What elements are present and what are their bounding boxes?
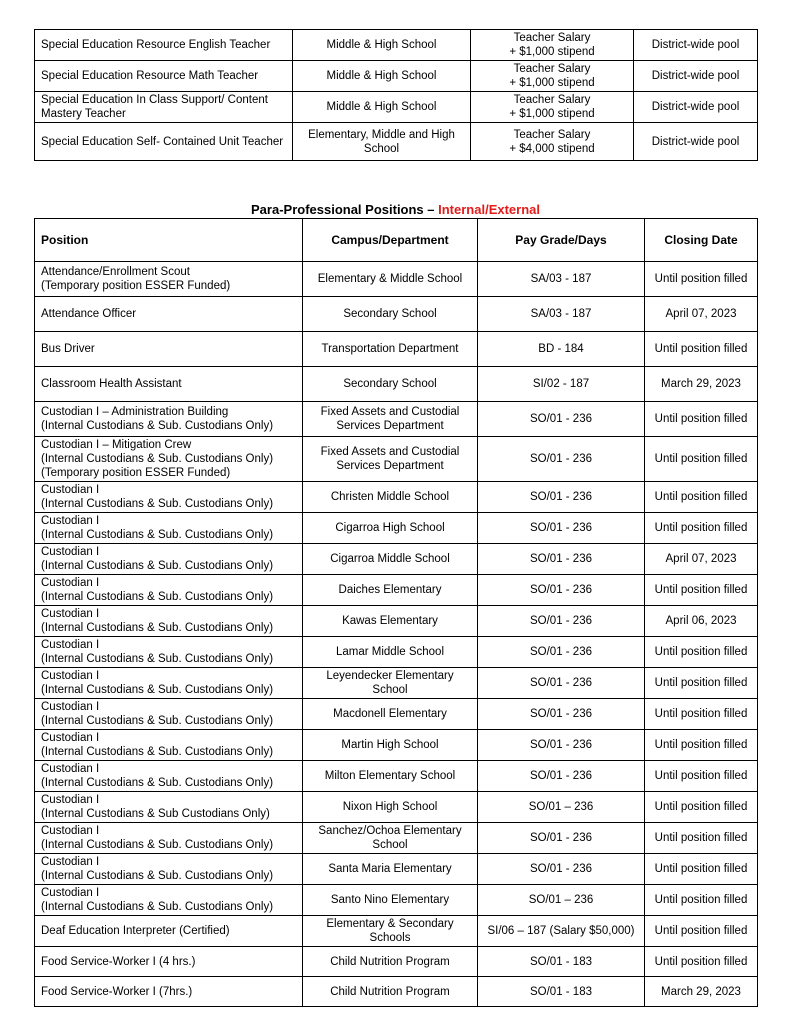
pay-cell-line: + $4,000 stipend <box>509 142 595 155</box>
campus-cell: Elementary & Secondary Schools <box>303 916 478 947</box>
closing-cell: Until position filled <box>645 437 758 482</box>
campus-cell: Elementary, Middle and High School <box>293 123 471 161</box>
position-cell: Special Education Self- Contained Unit Teacher <box>35 123 293 161</box>
campus-cell: Milton Elementary School <box>303 761 478 792</box>
position-cell <box>35 513 303 544</box>
position-cell <box>35 297 303 332</box>
position-cell-line: (Internal Custodians & Sub. Custodians Only) <box>41 453 274 465</box>
header-campus: Campus/Department <box>303 219 478 262</box>
campus-cell: Santo Nino Elementary <box>303 885 478 916</box>
closing-cell: Until position filled <box>645 668 758 699</box>
position-cell <box>35 761 303 792</box>
position-cell-line: Custodian I <box>41 701 100 713</box>
table-row <box>35 262 758 297</box>
position-cell <box>35 575 303 606</box>
closing-cell: Until position filled <box>645 823 758 854</box>
campus-cell: Cigarroa Middle School <box>303 544 478 575</box>
closing-cell: Until position filled <box>645 482 758 513</box>
campus-cell: Middle & High School <box>293 92 471 123</box>
position-cell <box>35 437 303 482</box>
position-cell-line: (Internal Custodians & Sub. Custodians Only) <box>41 591 274 603</box>
campus-cell: Martin High School <box>303 730 478 761</box>
campus-cell: Secondary School <box>303 367 478 402</box>
pay-cell: SO/01 - 236 <box>478 854 645 885</box>
closing-cell: Until position filled <box>645 402 758 437</box>
table-row <box>35 575 758 606</box>
table-row <box>35 854 758 885</box>
position-cell-line: Custodian I <box>41 732 100 744</box>
pay-cell: SO/01 - 236 <box>478 761 645 792</box>
pay-cell: SO/01 - 236 <box>478 482 645 513</box>
position-cell-line: Custodian I <box>41 546 100 558</box>
position-cell <box>35 699 303 730</box>
header-pay-grade: Pay Grade/Days <box>478 219 645 262</box>
para-professional-table <box>34 218 758 1007</box>
closing-cell: April 06, 2023 <box>645 606 758 637</box>
table-row <box>35 947 758 977</box>
pay-cell <box>471 61 634 92</box>
position-cell-line: Deaf Education Interpreter (Certified) <box>41 925 230 937</box>
position-cell <box>35 668 303 699</box>
pay-cell-line: Teacher Salary <box>513 63 591 75</box>
pay-cell: SA/03 - 187 <box>478 262 645 297</box>
position-cell <box>35 402 303 437</box>
pay-cell <box>471 123 634 161</box>
pay-cell-line: Teacher Salary <box>513 128 591 141</box>
position-cell-line: Custodian I <box>41 763 100 775</box>
closing-cell: District-wide pool <box>634 92 758 123</box>
position-cell <box>35 730 303 761</box>
position-cell-line: (Temporary position ESSER Funded) <box>41 467 231 479</box>
table-row <box>35 297 758 332</box>
position-cell <box>35 792 303 823</box>
closing-cell: District-wide pool <box>634 30 758 61</box>
closing-cell: Until position filled <box>645 761 758 792</box>
position-cell-line: Custodian I <box>41 825 100 837</box>
position-cell <box>35 332 303 367</box>
closing-cell: Until position filled <box>645 792 758 823</box>
table-row <box>35 123 758 161</box>
table-row <box>35 823 758 854</box>
position-cell-line: Custodian I <box>41 856 100 868</box>
pay-cell: SO/01 – 236 <box>478 885 645 916</box>
position-cell <box>35 482 303 513</box>
position-cell <box>35 854 303 885</box>
closing-cell: March 29, 2023 <box>645 367 758 402</box>
campus-cell: Middle & High School <box>293 61 471 92</box>
position-cell: Special Education In Class Support/ Content Mastery Teacher <box>35 92 293 123</box>
position-cell-line: Custodian I <box>41 794 100 806</box>
pay-cell: SO/01 - 236 <box>478 637 645 668</box>
pay-cell-line: Teacher Salary <box>513 94 591 106</box>
closing-cell: Until position filled <box>645 916 758 947</box>
position-cell-line: Attendance/Enrollment Scout <box>41 266 190 278</box>
closing-cell: District-wide pool <box>634 123 758 161</box>
position-cell: Special Education Resource Math Teacher <box>35 61 293 92</box>
pay-cell: SO/01 - 236 <box>478 513 645 544</box>
table-row <box>35 730 758 761</box>
closing-cell: Until position filled <box>645 513 758 544</box>
pay-cell <box>471 30 634 61</box>
table-row <box>35 916 758 947</box>
pay-cell: SA/03 - 187 <box>478 297 645 332</box>
position-cell-line: (Internal Custodians & Sub. Custodians Only) <box>41 529 274 541</box>
campus-cell: Nixon High School <box>303 792 478 823</box>
position-cell-line: Custodian I – Mitigation Crew <box>41 439 192 451</box>
pay-cell: SO/01 – 236 <box>478 792 645 823</box>
campus-cell: Fixed Assets and Custodial Services Department <box>303 437 478 482</box>
position-cell-line: Custodian I <box>41 608 100 620</box>
pay-cell: SO/01 - 236 <box>478 699 645 730</box>
position-cell-line: Custodian I <box>41 887 100 899</box>
table-row <box>35 544 758 575</box>
table-row <box>35 792 758 823</box>
table-row <box>35 367 758 402</box>
position-cell-line: (Internal Custodians & Sub. Custodians Only) <box>41 839 274 851</box>
table-row <box>35 761 758 792</box>
campus-cell: Child Nutrition Program <box>303 947 478 977</box>
position-cell-line: (Internal Custodians & Sub. Custodians Only) <box>41 777 274 789</box>
campus-cell: Daiches Elementary <box>303 575 478 606</box>
closing-cell: Until position filled <box>645 854 758 885</box>
campus-cell: Secondary School <box>303 297 478 332</box>
top-positions-table <box>34 29 758 161</box>
position-cell-line: (Internal Custodians & Sub. Custodians Only) <box>41 870 274 882</box>
position-cell <box>35 916 303 947</box>
closing-cell: Until position filled <box>645 332 758 367</box>
campus-cell: Transportation Department <box>303 332 478 367</box>
section-title-prefix: Para-Professional Positions – <box>251 202 439 217</box>
pay-cell: BD - 184 <box>478 332 645 367</box>
position-cell <box>35 977 303 1007</box>
campus-cell: Fixed Assets and Custodial Services Department <box>303 402 478 437</box>
pay-cell: SO/01 - 236 <box>478 606 645 637</box>
section-title <box>34 202 757 217</box>
position-cell <box>35 544 303 575</box>
position-cell <box>35 947 303 977</box>
closing-cell: Until position filled <box>645 885 758 916</box>
position-cell <box>35 367 303 402</box>
position-cell <box>35 823 303 854</box>
header-row <box>35 219 758 262</box>
campus-cell: Middle & High School <box>293 30 471 61</box>
campus-cell: Leyendecker Elementary School <box>303 668 478 699</box>
position-cell <box>35 637 303 668</box>
position-cell-line: Custodian I <box>41 577 100 589</box>
pay-cell: SI/06 – 187 (Salary $50,000) <box>478 916 645 947</box>
position-cell-line: (Internal Custodians & Sub Custodians Only) <box>41 808 270 820</box>
position-cell-line: Custodian I <box>41 515 100 527</box>
position-cell-line: Custodian I <box>41 484 100 496</box>
table-row <box>35 402 758 437</box>
closing-cell: District-wide pool <box>634 61 758 92</box>
position-cell-line: Custodian I <box>41 670 100 682</box>
position-cell-line: (Internal Custodians & Sub. Custodians Only) <box>41 653 274 665</box>
closing-cell: Until position filled <box>645 575 758 606</box>
closing-cell: April 07, 2023 <box>645 297 758 332</box>
position-cell-line: Classroom Health Assistant <box>41 378 182 390</box>
header-position: Position <box>35 219 303 262</box>
position-cell-line: (Internal Custodians & Sub. Custodians Only) <box>41 684 274 696</box>
pay-cell: SO/01 - 236 <box>478 402 645 437</box>
table-row <box>35 61 758 92</box>
position-cell <box>35 885 303 916</box>
table-row <box>35 30 758 61</box>
table-row <box>35 668 758 699</box>
position-cell-line: Bus Driver <box>41 343 95 355</box>
pay-cell <box>471 92 634 123</box>
closing-cell: March 29, 2023 <box>645 977 758 1007</box>
position-cell-line: (Internal Custodians & Sub. Custodians Only) <box>41 498 274 510</box>
table-row <box>35 699 758 730</box>
pay-cell: SO/01 - 236 <box>478 823 645 854</box>
campus-cell: Cigarroa High School <box>303 513 478 544</box>
campus-cell: Santa Maria Elementary <box>303 854 478 885</box>
table-row <box>35 885 758 916</box>
position-cell-line: (Internal Custodians & Sub. Custodians Only) <box>41 560 274 572</box>
table-row <box>35 482 758 513</box>
campus-cell: Child Nutrition Program <box>303 977 478 1007</box>
position-cell-line: (Internal Custodians & Sub. Custodians Only) <box>41 622 274 634</box>
section-title-highlight: Internal/External <box>438 202 540 217</box>
closing-cell: April 07, 2023 <box>645 544 758 575</box>
closing-cell: Until position filled <box>645 262 758 297</box>
pay-cell: SO/01 - 236 <box>478 730 645 761</box>
pay-cell: SO/01 - 183 <box>478 977 645 1007</box>
campus-cell: Christen Middle School <box>303 482 478 513</box>
closing-cell: Until position filled <box>645 699 758 730</box>
pay-cell-line: Teacher Salary <box>513 32 591 44</box>
table-row <box>35 332 758 367</box>
table-row <box>35 637 758 668</box>
position-cell: Special Education Resource English Teacher <box>35 30 293 61</box>
pay-cell-line: + $1,000 stipend <box>509 46 595 58</box>
position-cell-line: (Internal Custodians & Sub. Custodians Only) <box>41 420 274 432</box>
pay-cell: SO/01 - 236 <box>478 437 645 482</box>
position-cell-line: Food Service-Worker I (4 hrs.) <box>41 955 196 968</box>
pay-cell: SO/01 - 183 <box>478 947 645 977</box>
pay-cell-line: + $1,000 stipend <box>509 77 595 89</box>
campus-cell: Macdonell Elementary <box>303 699 478 730</box>
campus-cell: Kawas Elementary <box>303 606 478 637</box>
header-closing-date: Closing Date <box>645 219 758 262</box>
position-cell <box>35 262 303 297</box>
pay-cell: SO/01 - 236 <box>478 575 645 606</box>
table-row <box>35 437 758 482</box>
closing-cell: Until position filled <box>645 947 758 977</box>
position-cell-line: Attendance Officer <box>41 308 137 320</box>
position-cell-line: (Internal Custodians & Sub. Custodians Only) <box>41 901 274 913</box>
pay-cell-line: + $1,000 stipend <box>509 108 595 120</box>
campus-cell: Elementary & Middle School <box>303 262 478 297</box>
position-cell-line: (Temporary position ESSER Funded) <box>41 280 231 292</box>
pay-cell: SO/01 - 236 <box>478 668 645 699</box>
position-cell-line: Custodian I <box>41 639 100 651</box>
campus-cell: Lamar Middle School <box>303 637 478 668</box>
table-row <box>35 606 758 637</box>
position-cell-line: (Internal Custodians & Sub. Custodians Only) <box>41 715 274 727</box>
closing-cell: Until position filled <box>645 637 758 668</box>
pay-cell: SO/01 - 236 <box>478 544 645 575</box>
pay-cell: SI/02 - 187 <box>478 367 645 402</box>
position-cell-line: Custodian I – Administration Building <box>41 406 229 418</box>
table-row <box>35 977 758 1007</box>
table-row <box>35 92 758 123</box>
position-cell-line: Food Service-Worker I (7hrs.) <box>41 985 193 998</box>
closing-cell: Until position filled <box>645 730 758 761</box>
position-cell-line: (Internal Custodians & Sub. Custodians Only) <box>41 746 274 758</box>
campus-cell: Sanchez/Ochoa Elementary School <box>303 823 478 854</box>
position-cell <box>35 606 303 637</box>
table-row <box>35 513 758 544</box>
